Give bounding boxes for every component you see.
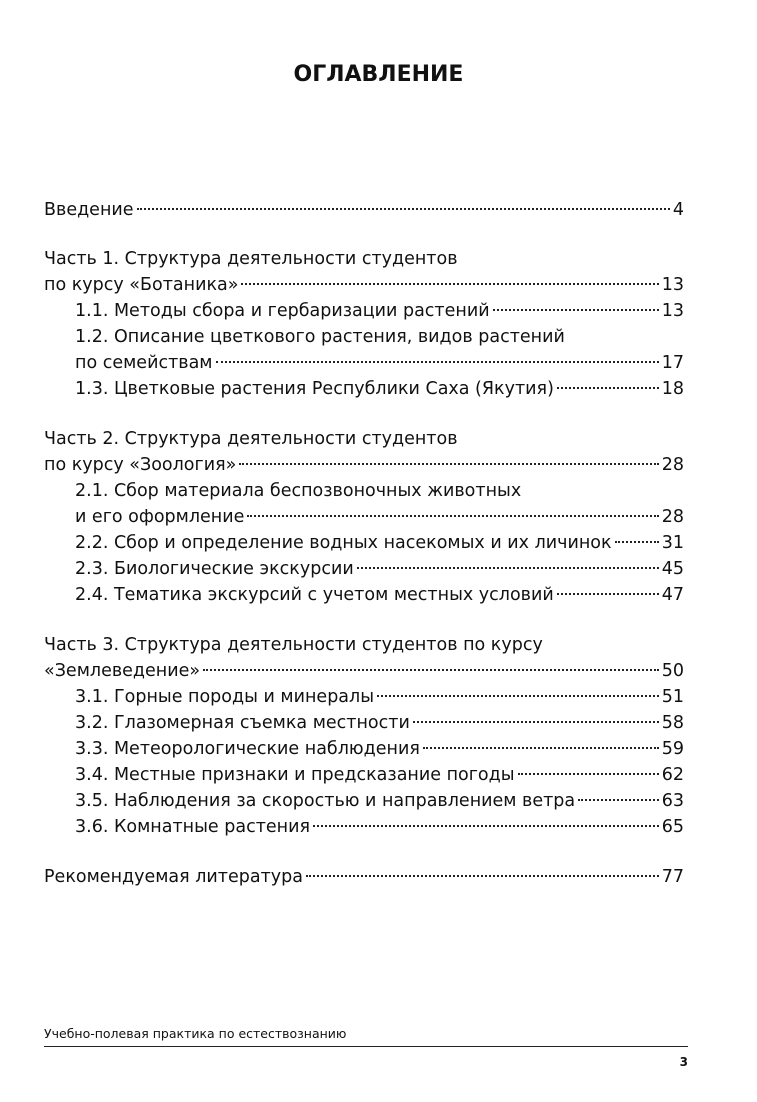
- toc-entry-cont[interactable]: [44, 504, 684, 530]
- toc-page-number: 58: [661, 713, 684, 733]
- toc-page-number: 13: [661, 275, 684, 295]
- dot-leader: [313, 825, 659, 827]
- section-gap: [44, 402, 684, 426]
- toc-page-number: 59: [661, 739, 684, 759]
- footer-rule: [44, 1046, 688, 1047]
- toc-page-number: 77: [661, 867, 684, 887]
- toc-entry-cont[interactable]: [44, 350, 684, 376]
- toc-page-number: 62: [661, 765, 684, 785]
- toc-page-number: 51: [661, 687, 684, 707]
- toc-entry-text: 1.3. Цветковые растения Республики Саха (Якутия): [75, 379, 554, 399]
- toc-entry-intro[interactable]: [44, 197, 684, 223]
- toc-page-number: 13: [661, 301, 684, 321]
- toc-part-heading[interactable]: [44, 632, 684, 658]
- dot-leader: [518, 773, 659, 775]
- toc-entry-text: Введение: [44, 200, 134, 220]
- running-footer: Учебно-полевая практика по естествознанию: [44, 1026, 347, 1041]
- toc-entry-text: 3.6. Комнатные растения: [75, 817, 310, 837]
- dot-leader: [413, 721, 659, 723]
- dot-leader: [578, 799, 659, 801]
- toc-entry[interactable]: [44, 814, 684, 840]
- dot-leader: [306, 875, 659, 877]
- toc-entry[interactable]: [44, 736, 684, 762]
- toc-part-heading[interactable]: [44, 426, 684, 452]
- dot-leader: [203, 669, 659, 671]
- toc-entry-text: Часть 2. Структура деятельности студентов: [44, 429, 458, 449]
- toc-entry-text: Часть 3. Структура деятельности студентов по курсу: [44, 635, 543, 655]
- toc-entry[interactable]: [44, 710, 684, 736]
- toc-entry-text: 2.1. Сбор материала беспозвоночных животных: [75, 481, 522, 501]
- toc-entry-text: «Землеведение»: [44, 661, 201, 681]
- toc-entry-text: 3.4. Местные признаки и предсказание погоды: [75, 765, 515, 785]
- toc-entry-text: по семействам: [75, 353, 213, 373]
- toc-entry-text: 3.5. Наблюдения за скоростью и направлением ветра: [75, 791, 576, 811]
- dot-leader: [247, 515, 658, 517]
- toc-entry-literature[interactable]: [44, 864, 684, 890]
- toc-entry[interactable]: [44, 582, 684, 608]
- toc-page-number: 4: [672, 200, 684, 220]
- dot-leader: [557, 387, 659, 389]
- toc-entry[interactable]: [44, 298, 684, 324]
- toc-page-number: 28: [661, 507, 684, 527]
- dot-leader: [357, 567, 659, 569]
- toc-page-number: 28: [661, 455, 684, 475]
- toc-entry-text: 3.1. Горные породы и минералы: [75, 687, 375, 707]
- table-of-contents: [44, 197, 684, 890]
- section-gap: [44, 608, 684, 632]
- toc-page-number: 45: [661, 559, 684, 579]
- toc-page-number: 65: [661, 817, 684, 837]
- toc-entry-text: 1.2. Описание цветкового растения, видов растений: [75, 327, 565, 347]
- toc-entry[interactable]: [44, 556, 684, 582]
- toc-page-number: 31: [661, 533, 684, 553]
- toc-part-heading-cont[interactable]: [44, 272, 684, 298]
- dot-leader: [216, 361, 659, 363]
- toc-entry-text: Часть 1. Структура деятельности студентов: [44, 249, 458, 269]
- toc-part-heading[interactable]: [44, 246, 684, 272]
- toc-entry-text: 3.3. Метеорологические наблюдения: [75, 739, 420, 759]
- toc-page-number: 50: [661, 661, 684, 681]
- toc-entry-text: 2.3. Биологические экскурсии: [75, 559, 354, 579]
- toc-entry-text: по курсу «Ботаника»: [44, 275, 239, 295]
- toc-entry-text: Рекомендуемая литература: [44, 867, 303, 887]
- page-title: ОГЛАВЛЕНИЕ: [293, 62, 464, 87]
- dot-leader: [493, 309, 659, 311]
- toc-entry-text: 3.2. Глазомерная съемка местности: [75, 713, 410, 733]
- toc-entry[interactable]: [44, 684, 684, 710]
- toc-entry-text: 2.4. Тематика экскурсий с учетом местных условий: [75, 585, 554, 605]
- toc-entry[interactable]: [44, 376, 684, 402]
- toc-entry-text: 2.2. Сбор и определение водных насекомых и их личинок: [75, 533, 612, 553]
- dot-leader: [615, 541, 659, 543]
- section-gap: [44, 840, 684, 864]
- page-number: 3: [679, 1055, 688, 1069]
- toc-entry-text: и его оформление: [75, 507, 245, 527]
- dot-leader: [423, 747, 659, 749]
- dot-leader: [557, 593, 659, 595]
- toc-page-number: 18: [661, 379, 684, 399]
- toc-entry-text: по курсу «Зоология»: [44, 455, 237, 475]
- toc-entry[interactable]: [44, 324, 684, 350]
- toc-page-number: 63: [661, 791, 684, 811]
- toc-entry[interactable]: [44, 530, 684, 556]
- toc-entry[interactable]: [44, 762, 684, 788]
- toc-part-heading-cont[interactable]: [44, 452, 684, 478]
- toc-entry[interactable]: [44, 478, 684, 504]
- dot-leader: [241, 283, 658, 285]
- dot-leader: [137, 208, 670, 210]
- toc-entry[interactable]: [44, 788, 684, 814]
- dot-leader: [239, 463, 658, 465]
- toc-page-number: 47: [661, 585, 684, 605]
- toc-part-heading-cont[interactable]: [44, 658, 684, 684]
- section-gap: [44, 223, 684, 246]
- dot-leader: [377, 695, 659, 697]
- toc-entry-text: 1.1. Методы сбора и гербаризации растений: [75, 301, 490, 321]
- toc-page-number: 17: [661, 353, 684, 373]
